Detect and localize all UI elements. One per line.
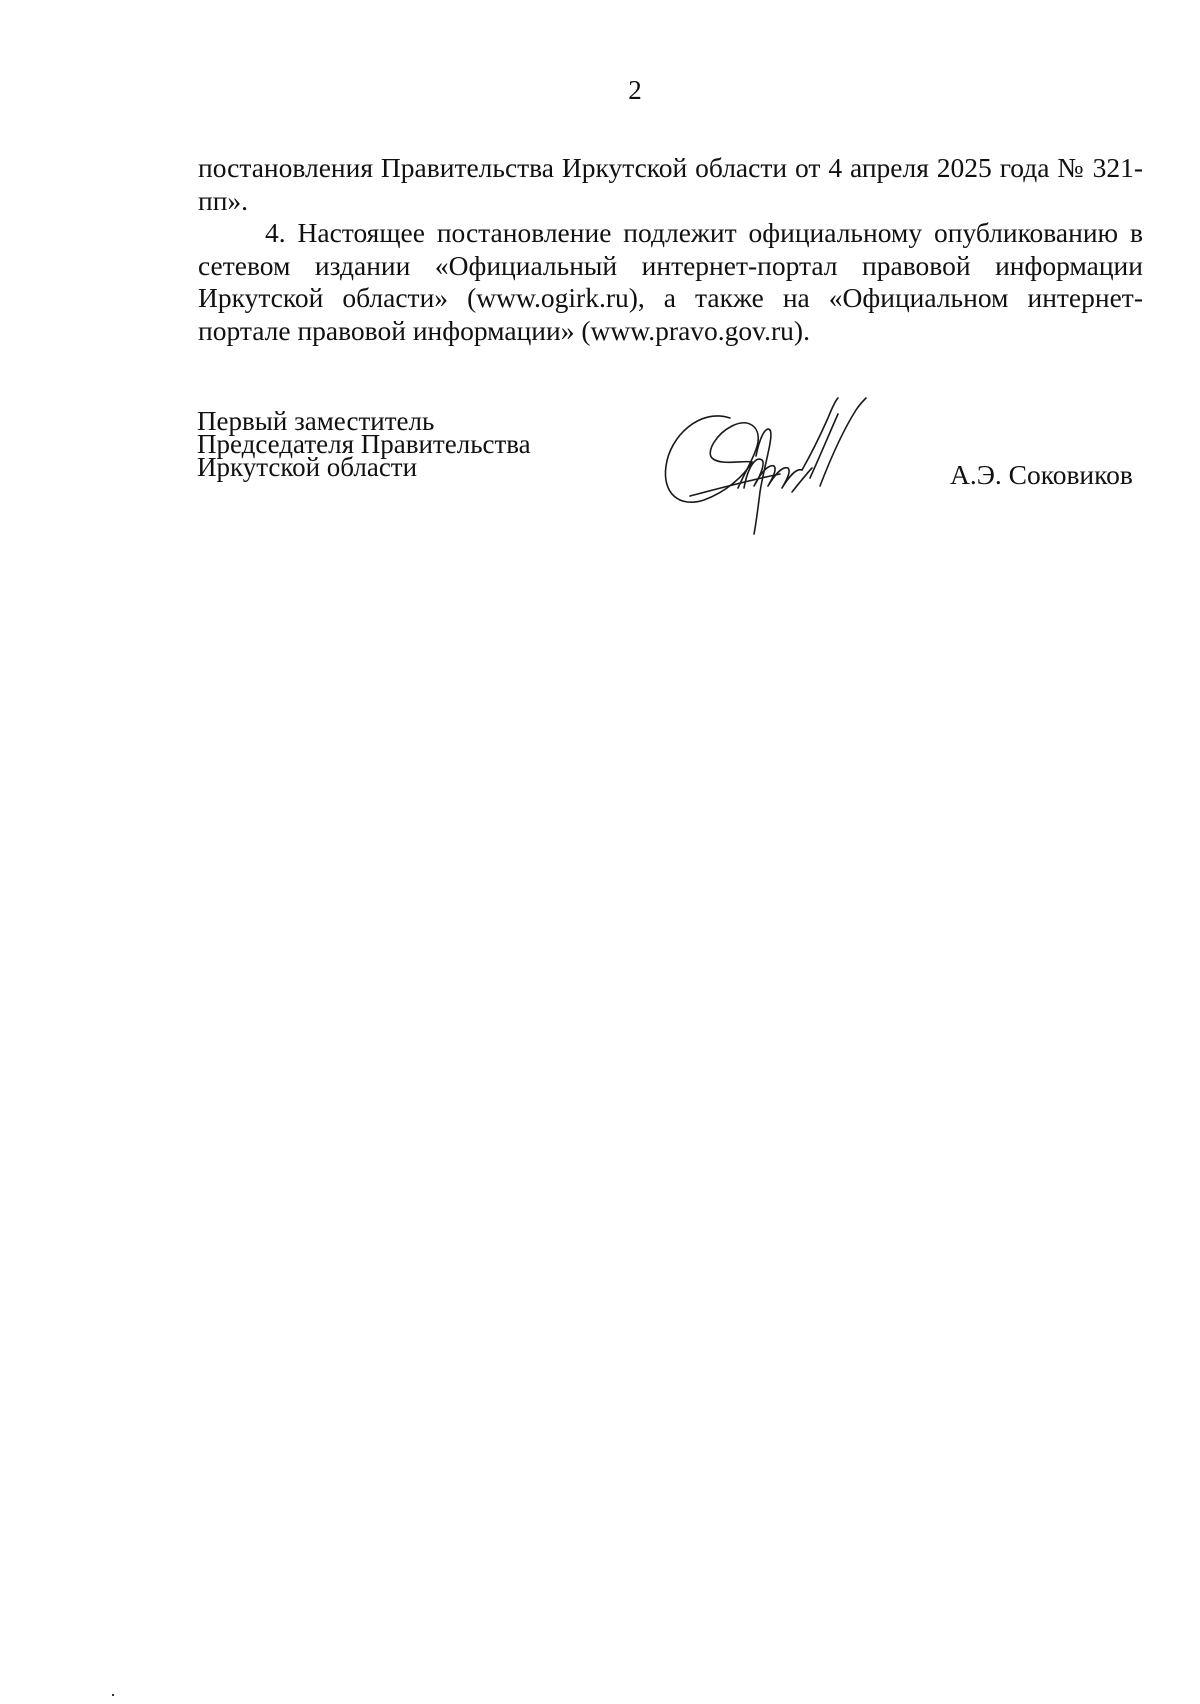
page-number: 2 <box>628 75 642 105</box>
signer-name: А.Э. Соковиков <box>950 459 1133 490</box>
paragraph-item-4: 4. Настоящее постановление подлежит официальному опубликованию в сетевом издании «Официальный интернет-портал правовой информации Иркутской области» (www.ogirk.ru), а также на «Официальном интернет-портале правовой информации» (www.pravo.gov.ru). <box>198 217 1143 346</box>
signer-title <box>197 406 531 482</box>
scan-speck <box>112 1694 114 1696</box>
signer-title-line: Председателя Правительства <box>197 429 531 459</box>
signer-title-line: Первый заместитель <box>197 406 435 436</box>
document-body <box>198 152 1143 347</box>
handwritten-signature <box>660 396 900 536</box>
signer-title-line: Иркутской области <box>197 452 418 482</box>
paragraph-continuation: постановления Правительства Иркутской области от 4 апреля 2025 года № 321-пп». <box>198 152 1143 216</box>
